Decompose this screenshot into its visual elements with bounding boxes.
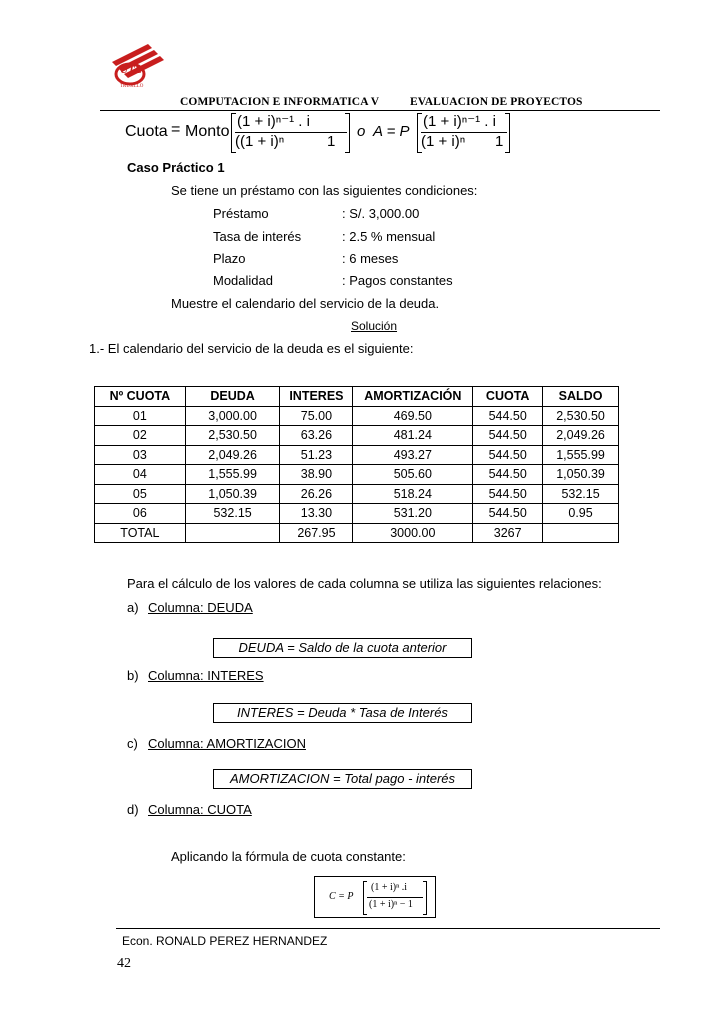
table-row: [95, 465, 619, 485]
col-header-amortizacion: AMORTIZACIÓN: [353, 387, 473, 407]
cond-value-0: : S/. 3,000.00: [342, 206, 420, 221]
item-c-prefix: c): [127, 736, 138, 751]
cuota-bracket-right: [423, 881, 427, 915]
cond-value-3: : Pagos constantes: [342, 273, 453, 288]
table-cell: 2,530.50: [185, 426, 280, 446]
table-cell-total-label: TOTAL: [95, 523, 186, 543]
table-cell: 532.15: [185, 504, 280, 524]
table-cell: 3000.00: [353, 523, 473, 543]
table-cell: 469.50: [353, 406, 473, 426]
table-cell: 2,530.50: [543, 406, 619, 426]
table-row: [95, 426, 619, 446]
item-a-prefix: a): [127, 600, 139, 615]
logo-text: UTE: [120, 64, 142, 76]
table-cell: 531.20: [353, 504, 473, 524]
table-cell: 505.60: [353, 465, 473, 485]
formula-den-right: 1: [327, 133, 336, 150]
col-header-cuota: CUOTA: [473, 387, 543, 407]
formula-den2-right: 1: [495, 133, 504, 150]
table-cell: 3267: [473, 523, 543, 543]
header-left: COMPUTACION E INFORMATICA V: [180, 96, 380, 108]
table-cell: 3,000.00: [185, 406, 280, 426]
formula-bracket-right: [345, 113, 350, 153]
cond-label-1: Tasa de interés: [213, 229, 302, 244]
table-row: [95, 484, 619, 504]
formula-o: o: [357, 123, 366, 140]
table-cell: 03: [95, 445, 186, 465]
logo: [100, 40, 170, 100]
table-header-row: [95, 387, 619, 407]
table-cell: 0.95: [543, 504, 619, 524]
col-header-interes: INTERES: [280, 387, 353, 407]
cuota-eq: C = P: [329, 891, 354, 902]
formula-eq: =: [171, 121, 181, 138]
table-cell: 63.26: [280, 426, 353, 446]
cuota-num: (1 + i)ⁿ .i: [371, 882, 408, 893]
case-title: Caso Práctico 1: [127, 160, 225, 175]
table-row: [95, 406, 619, 426]
col-header-deuda: DEUDA: [185, 387, 280, 407]
cond-label-0: Préstamo: [213, 206, 269, 221]
formula-cuota: Cuota: [125, 123, 168, 140]
relations-intro: Para el cálculo de los valores de cada columna se utiliza las siguientes relaciones:: [127, 576, 602, 591]
item-d-label: Columna: CUOTA: [148, 802, 252, 817]
table-cell: 1,555.99: [185, 465, 280, 485]
table-cell: 13.30: [280, 504, 353, 524]
item-c-label: Columna: AMORTIZACION: [148, 736, 306, 751]
table-cell: 2,049.26: [185, 445, 280, 465]
item-b-prefix: b): [127, 668, 139, 683]
formula-a: A = P: [373, 123, 410, 140]
cond-label-3: Modalidad: [213, 273, 273, 288]
cuota-frac-line: [367, 897, 423, 898]
table-cell: 544.50: [473, 504, 543, 524]
case-intro: Se tiene un préstamo con las siguientes condiciones:: [171, 183, 478, 198]
step1-text: 1.- El calendario del servicio de la deuda es el siguiente:: [89, 341, 414, 356]
table-total-row: [95, 523, 619, 543]
page-number: 42: [117, 956, 131, 971]
cuota-den: (1 + i)ⁿ − 1: [369, 899, 413, 910]
table-cell: 481.24: [353, 426, 473, 446]
table-cell: 518.24: [353, 484, 473, 504]
table-row: [95, 504, 619, 524]
formula-top: [125, 113, 525, 155]
table-cell: 06: [95, 504, 186, 524]
item-d-text: Aplicando la fórmula de cuota constante:: [171, 849, 406, 864]
footer-rule: [116, 928, 660, 929]
formula-bracket2-right: [505, 113, 510, 153]
table-cell: 26.26: [280, 484, 353, 504]
table-cell: 267.95: [280, 523, 353, 543]
formula-den-left: ((1 + i)ⁿ: [235, 133, 285, 150]
table-cell: 02: [95, 426, 186, 446]
formula-box-interes: INTERES = Deuda * Tasa de Interés: [213, 703, 472, 723]
formula-num2: (1 + i)ⁿ⁻¹ . i: [423, 113, 496, 130]
table-cell: 2,049.26: [543, 426, 619, 446]
formula-monto: Monto: [185, 123, 230, 140]
footer-author: Econ. RONALD PEREZ HERNANDEZ: [122, 934, 328, 948]
header-right: EVALUACION DE PROYECTOS: [410, 96, 583, 108]
table-cell: [185, 523, 280, 543]
table-cell: 1,050.39: [185, 484, 280, 504]
cond-label-2: Plazo: [213, 251, 246, 266]
table-cell: 544.50: [473, 465, 543, 485]
formula-box-cuota: [314, 876, 436, 918]
table-cell: 544.50: [473, 426, 543, 446]
col-header-saldo: SALDO: [543, 387, 619, 407]
item-d-prefix: d): [127, 802, 139, 817]
debt-schedule-table: [94, 386, 619, 543]
formula-num: (1 + i)ⁿ⁻¹ . i: [237, 113, 310, 130]
case-task: Muestre el calendario del servicio de la deuda.: [171, 296, 440, 311]
table-cell: 38.90: [280, 465, 353, 485]
table-cell: 493.27: [353, 445, 473, 465]
table-cell: 532.15: [543, 484, 619, 504]
cond-value-2: : 6 meses: [342, 251, 399, 266]
table-cell: 75.00: [280, 406, 353, 426]
table-cell: 544.50: [473, 406, 543, 426]
table-cell: 1,050.39: [543, 465, 619, 485]
table-cell: 544.50: [473, 445, 543, 465]
logo-subtext: TRUJILLO: [120, 84, 144, 89]
formula-box-amortizacion: AMORTIZACION = Total pago - interés: [213, 769, 472, 789]
table-cell: 51.23: [280, 445, 353, 465]
table-cell: 1,555.99: [543, 445, 619, 465]
table-cell: 05: [95, 484, 186, 504]
table-row: [95, 445, 619, 465]
formula-box-deuda: DEUDA = Saldo de la cuota anterior: [213, 638, 472, 658]
solution-heading: Solución: [351, 319, 398, 333]
formula-den2-left: (1 + i)ⁿ: [421, 133, 466, 150]
table-cell: 04: [95, 465, 186, 485]
cond-value-1: : 2.5 % mensual: [342, 229, 436, 244]
table-cell: [543, 523, 619, 543]
item-a-label: Columna: DEUDA: [148, 600, 253, 615]
cuota-bracket-left: [363, 881, 367, 915]
table-cell: 544.50: [473, 484, 543, 504]
table-cell: 01: [95, 406, 186, 426]
col-header-cuota-num: Nº CUOTA: [95, 387, 186, 407]
item-b-label: Columna: INTERES: [148, 668, 264, 683]
header-rule: [100, 110, 660, 111]
